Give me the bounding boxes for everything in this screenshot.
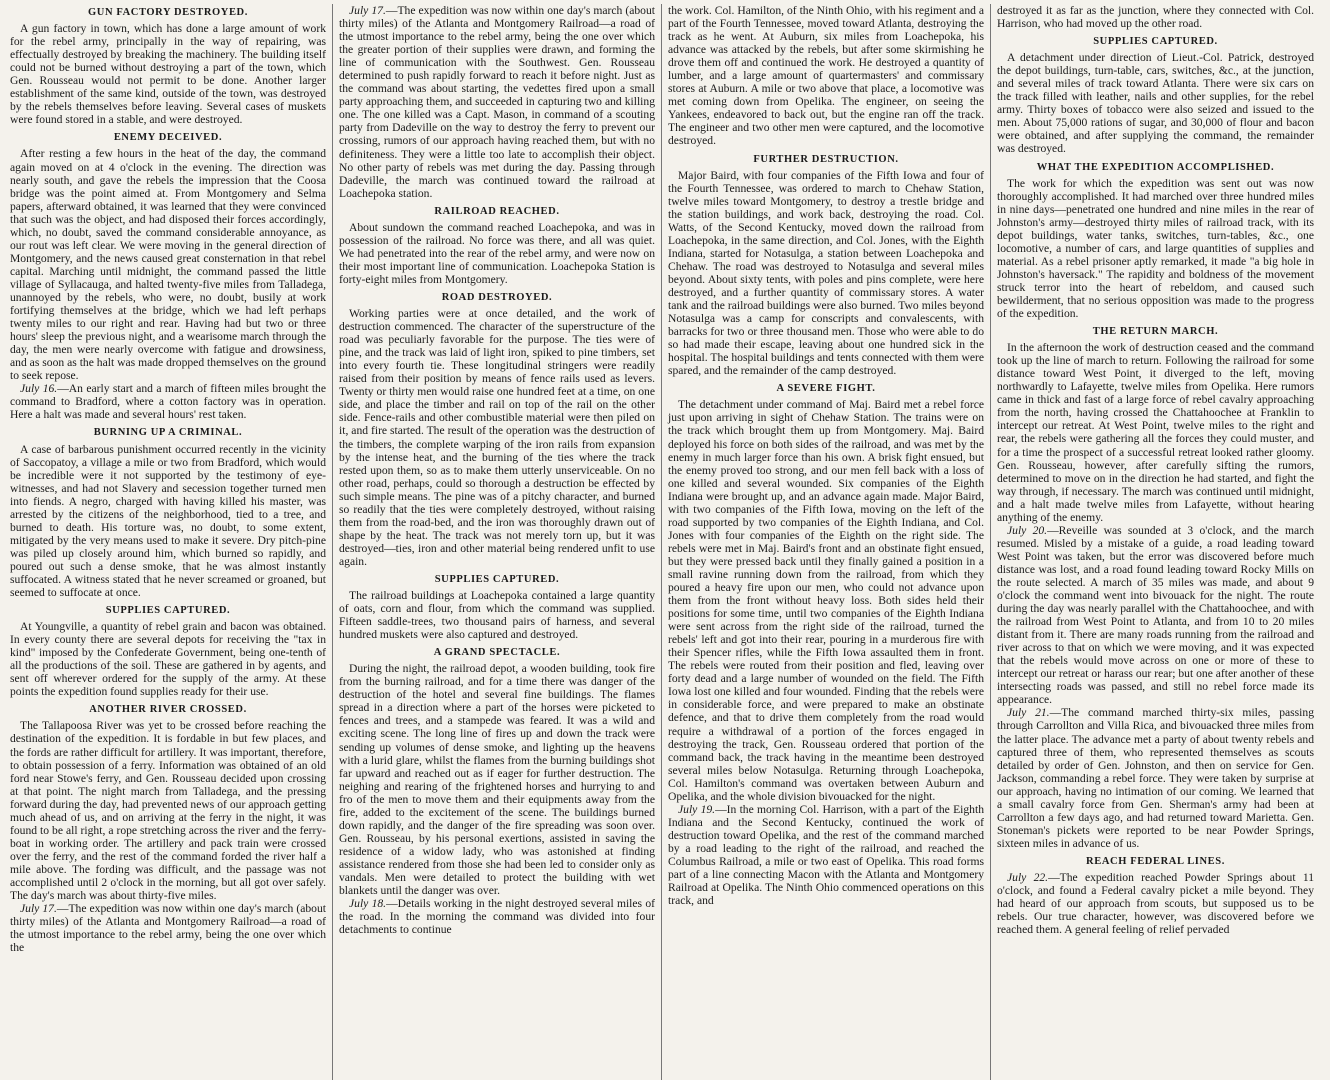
section-heading: A GRAND SPECTACLE. bbox=[433, 647, 561, 659]
article-paragraph bbox=[339, 221, 655, 286]
article-paragraph bbox=[10, 22, 326, 126]
paragraph-text: —The expedition was now within one day's march (about thirty miles) of the Atlanta and Montgomery Railroad—a road of the utmost importance to the rebel army, being the one over which the greater portion of their supplies were drawn, and forming the line of communication with the Southwest. Gen. Rousseau determined to push rapidly forward to reach it before night. Just as the command was about starting, the vedettes fired upon a small party approaching them, and succeeded in capturing two and killing one. The one killed was a Capt. Mason, in command of a scouting party from Dadeville on the way to destroy the ferry to prevent our crossing, rumors of our approach having reached them, but with no definiteness. They were a little too late to accomplish their object. No other party of rebels was met during the day. Passing through Dadeville, the march was continued toward the railroad at Loachepoka station. bbox=[339, 4, 655, 200]
paragraph-text: The Tallapoosa River was yet to be crossed before reaching the destination of the expedition. It is fordable in but few places, and the fords are rather difficult for artillery. It was important, therefore, to obtain possession of a ferry. Information was obtained of an old ford near Stowe's ferry, and Gen. Rousseau decided upon crossing at that point. The night march from Talladega, and the pressing forward during the day, had prevented news of our approach getting much ahead of us, and on arriving at the ferry in the night, it was found to be all right, a rope stretching across the river and the ferry-boat in working order. The artillery and pack train were crossed over the ferry, and the rest of the command forded the river half a mile above. The fording was difficult, and the passage was not accomplished until 2 o'clock in the morning, but all got over safely. The day's march was about thirty-five miles. bbox=[10, 719, 326, 903]
section-heading: ENEMY DECEIVED. bbox=[113, 132, 223, 144]
article-paragraph bbox=[997, 871, 1314, 936]
paragraph-text: —An early start and a march of fifteen miles brought the command to Bradford, where a cotton factory was in operation. Here a halt was made and several hours' rest taken. bbox=[10, 382, 326, 422]
article-paragraph bbox=[668, 169, 984, 378]
paragraph-text: In the afternoon the work of destruction ceased and the command took up the line of march to return. Following the railroad for some distance toward West Point, it diverged to the left, moving northwardly to Lafayette, twelve miles from Opelika. Here rumors came in thick and fast of a large force of rebel cavalry approaching from the north, having crossed the Chattahoochee at Franklin to intercept our retreat. At West Point, twelve miles to the right and rear, the rebels were gathering all the forces they could muster, and for a time the prospect of a successful retreat looked rather gloomy. Gen. Rousseau, however, after carefully sifting the rumors, determined to move on in the direction he had started, and fight the way through, if necessary. The march was continued until midnight, and a halt made twelve miles from Lafayette, without hearing anything of the enemy. bbox=[997, 341, 1314, 524]
paragraph-text: —Details working in the night destroyed several miles of the road. In the morning the command was divided into four detachments to continue bbox=[339, 897, 655, 937]
paragraph-text: Working parties were at once detailed, and the work of destruction commenced. The character of the superstructure of the road was peculiarly favorable for the purpose. The ties were of pine, and the track was laid of light iron, spiked to pine timbers, set into every fourth tie. These longitudinal stringers were readily raised from their position by means of fence rails used as levers. Twenty or thirty men would raise one hundred feet at a time, on one side, and place the timber and rail on top of the rail on the other side. Fence-rails and other combustible material were then piled on it, and fire started. The result of the operation was the destruction of the timbers, the complete warping of the iron rails from expansion by the intense heat, and the burning of the ties where the track rested upon them, so as to make them utterly unserviceable. On no other road, perhaps, could so thorough a destruction be effected by such simple means. The pine was of a pitchy character, and burned so readily that the ties were completely destroyed, without raising them from the road-bed, and the iron was thoroughly drawn out of shape by the heat. The track was not merely torn up, but it was destroyed—ties, iron and other material being rendered unfit to use again. bbox=[339, 307, 655, 568]
article-paragraph bbox=[668, 803, 984, 907]
dateline: July 21. bbox=[1007, 706, 1050, 720]
article-paragraph bbox=[997, 524, 1314, 707]
article-paragraph bbox=[997, 341, 1314, 524]
paragraph-text: A case of barbarous punishment occurred recently in the vicinity of Saccopatoy, a village a mile or two from Bradford, which would be incredible were it not supported by the testimony of eye-witnesses, and had not Slavery and secession together turned men into fiends. A negro, charged with having killed his master, was arrested by the citizens of the neighborhood, tied to a tree, and burned to death. His torture was, no doubt, to some extent, mitigated by the very means used to make it severe. Dry pitch-pine was piled up closely around him, which burned so rapidly, and poured out such a dense smoke, that he was almost instantly suffocated. A witness stated that he never screamed or groaned, but seemed to suffocate at once. bbox=[10, 442, 326, 600]
section-heading: A SEVERE FIGHT. bbox=[776, 383, 876, 395]
dateline: July 20. bbox=[1007, 523, 1048, 537]
section-heading: FURTHER DESTRUCTION. bbox=[753, 153, 899, 165]
article-paragraph bbox=[10, 902, 326, 954]
section-heading: ROAD DESTROYED. bbox=[441, 291, 553, 303]
dateline: July 16. bbox=[20, 382, 58, 396]
paragraph-text: After resting a few hours in the heat of the day, the command again moved on at 4 o'clock in the evening. The direction was nearly south, and gave the rebels the impression that the Coosa bridge was the point aimed at. From Montgomery and Selma papers, afterward obtained, it was learned that they were convinced that such was the object, and had disposed their forces accordingly, which, no doubt, saved the command considerable annoyance, as our rout was left clear. We were moving in the general direction of Montgomery, and the news caused great consternation in that rebel capital. Marching until midnight, the command passed the little village of Syllacauga, and halted twenty-five miles from Talladega, unannoyed by the rebels, who were, no doubt, busily at work fortifying themselves at the bridge, which we had left perhaps twenty miles to our right and rear. Having had but two or three hours' sleep the previous night, and a wearisome march through the day, the men were nearly overcome with fatigue and drowsiness, and as soon as the halt was made dropped themselves on the ground to seek repose. bbox=[10, 147, 326, 383]
section-heading: SUPPLIES CAPTURED. bbox=[434, 573, 560, 585]
paragraph-text: —Reveille was sounded at 3 o'clock, and the march resumed. Misled by a mistake of a guide, a road leading toward West Point was taken, but the error was discovered before much distance was lost, and a road found leading toward Rocky Mills on the route selected. A march of 35 miles was made, and about 9 o'clock the command went into bivouack for the night. The route during the day was nearly parallel with the Chattahoochee, and with the railroad from West Point to Atlanta, and from 10 to 20 miles distant from it. There are many roads running from the railroad and river across to that on which we were moving, and it was expected that the rebels would move across on one or more of these to intercept our retreat or harass our rear; but one after another of these intersecting roads was passed, and still no rebel force made its appearance. bbox=[997, 523, 1315, 707]
article-paragraph bbox=[339, 662, 655, 897]
dateline: July 19. bbox=[678, 802, 716, 816]
article-paragraph bbox=[10, 620, 326, 698]
dateline: July 17. bbox=[20, 902, 57, 916]
article-paragraph bbox=[997, 51, 1314, 155]
section-heading: SUPPLIES CAPTURED. bbox=[1093, 36, 1218, 48]
section-heading: BURNING UP A CRIMINAL. bbox=[93, 427, 243, 439]
article-paragraph bbox=[997, 4, 1314, 30]
article-paragraph bbox=[339, 307, 655, 568]
paragraph-text: destroyed it as far as the junction, where they connected with Col. Harrison, who had moved up the other road. bbox=[997, 4, 1314, 31]
paragraph-text: During the night, the railroad depot, a wooden building, took fire from the burning railroad, and for a time there was danger of the destruction of the hotel and several fine buildings. The flames spread in a direction where a part of the horses were picketed to fences and trees, and a stampede was feared. It was a wild and exciting scene. The long line of fires up and down the track were sending up volumes of dense smoke, and lighting up the heavens with a lurid glare, whilst the flames from the burning buildings shot far upward and reached out as if eager for further destruction. The neighing and rearing of the frightened horses and hurrying to and fro of the men to move them and their equipments away from the fire, added to the excitement of the scene. The buildings burned down rapidly, and the danger of the fire spreading was soon over. Gen. Rousseau, by his personal exertions, assisted in saving the residence of a widow lady, who was astonished at finding assistance rendered from those she had been led to consider only as vandals. Men were detailed to protect the building with wet blankets until the danger was over. bbox=[339, 662, 655, 898]
article-paragraph bbox=[10, 443, 326, 600]
article-paragraph bbox=[10, 382, 326, 421]
section-heading: WHAT THE EXPEDITION ACCOMPLISHED. bbox=[1036, 161, 1275, 173]
paragraph-text: —The expedition reached Powder Springs about 11 o'clock, and found a Federal cavalry picket a mile beyond. They had heard of our approach from scouts, but supposed us to be rebels. Our true character, however, was discovered before we reached them. A general feeling of relief pervaded bbox=[997, 871, 1314, 937]
column-4 bbox=[991, 4, 1320, 1080]
paragraph-text: the work. Col. Hamilton, of the Ninth Ohio, with his regiment and a part of the Fourth Tennessee, moved toward Atlanta, destroying the track as he went. At Auburn, six miles from Loachepoka, his advance was attacked by the rebels, but after some skirmishing he drove them off and continued the work. He destroyed a quantity of lumber, and a large amount of quartermasters' and commissary stores at Auburn. A mile or two above that place, a locomotive was met coming down from Opelika. The engineer, on seeing the Yankees, endeavored to back out, but the engine ran off the track. The engineer and two other men were captured, and the locomotive destroyed. bbox=[668, 4, 984, 148]
article-paragraph bbox=[10, 719, 326, 902]
column-3 bbox=[662, 4, 991, 1080]
paragraph-text: Major Baird, with four companies of the Fifth Iowa and four of the Fourth Tennessee, was ordered to march to Chehaw Station, twelve miles toward Montgomery, to destroy a trestle bridge and the station buildings, and work back, destroying the road. Col. Watts, of the Second Kentucky, moved down the railroad from Loachepoka, in the same direction, and Col. Jones, with the Eighth Indiana, started for Notasulga, a station between Loachepoka and Chehaw. The road was destroyed to Notasulga and several miles beyond. About sixty tents, with poles and pins complete, were here destroyed, and a further quantity of commissary stores. A water tank and the railroad buildings were also burned. Two miles beyond Notasulga was a camp for conscripts and convalescents, with barracks for two or three thousand men. Those who were able to do so had made their escape, leaving about one hundred sick in the hospital. The hospital buildings and tents connected with them were spared, and the remainder of the camp destroyed. bbox=[668, 168, 984, 378]
article-paragraph bbox=[668, 4, 984, 148]
article-paragraph bbox=[997, 706, 1314, 850]
article-paragraph bbox=[339, 589, 655, 641]
article-paragraph bbox=[339, 4, 655, 200]
paragraph-text: At Youngville, a quantity of rebel grain and bacon was obtained. In every county there are several depots for receiving the "tax in kind" imposed by the Confederate Government, being one-tenth of all the productions of the soil. These are gathered in by agents, and sent off wherever ordered for the supply of the army. At these points the expedition found supplies ready for their use. bbox=[10, 620, 326, 699]
article-paragraph bbox=[997, 177, 1314, 321]
paragraph-text: The detachment under command of Maj. Baird met a rebel force just upon arriving in sight of Chehaw Station. The trains were on the track which brought them up from Montgomery. Maj. Baird deployed his force on both sides of the railroad, and was met by the enemy in much larger force than his own. A brisk fight ensued, but the enemy proved too strong, and our men fell back with a loss of one killed and several wounded. Six companies of the Eighth Indiana were brought up, and an advance again made. Major Baird, with two companies of the Fifth Iowa, moving on the left of the road supported by two companies of the Eighth Indiana, and Col. Jones with four companies of the Eighth on the right side. The rebels were met in Maj. Baird's front and an obstinate fight ensued, but they were pressed back until they finally gained a position in a small ravine running down from the railroad, from which they poured a heavy fire upon our men, who could not advance upon them from the front without heavy loss. Both sides held their positions for some time, until two companies of the Eighth Indiana were sent across from the right side of the railroad, turned the rebels' left and got into their rear, pouring in a murderous fire with their Spencer rifles, while the Fifth Iowa assaulted them in front. The rebels were routed from their position and fled, leaving over forty dead and a large number of wounded on the field. The Fifth Iowa lost one killed and four wounded. Finding that the rebels were in considerable force, and were prepared to make an obstinate defence, and that to drive them completely from the road would require a withdrawal of a portion of the forces engaged in destroying the track, Gen. Rousseau ordered that portion of the command back, the track having in the meantime been destroyed several miles below Notasulga. Returning through Loachepoka, Col. Hamilton's command was overtaken between Auburn and Opelika, and the whole division bivouacked for the night. bbox=[668, 398, 984, 803]
paragraph-text: —In the morning Col. Harrison, with a part of the Eighth Indiana and the Second Kentucky, continued the work of destruction toward Opelika, and the rest of the command marched by a road leading to the right of the railroad, and reached the Columbus Railroad, a mile or two east of Opelika. This road forms part of a line connecting Macon with the Atlanta and Montgomery Railroad at Opelika. The Ninth Ohio commenced operations on this track, and bbox=[668, 802, 984, 908]
paragraph-text: —The command marched thirty-six miles, passing through Carrollton and Villa Rica, and bivouacked three miles from the latter place. The advance met a party of about twenty rebels and captured three of them, who represented themselves as scouts detailed by order of Gen. Johnston, and then on service for Gen. Jackson, commanding a rebel force. They were taken by surprise at our approach, having no intimation of our coming. We learned that a small cavalry force from Gen. Sherman's army had been at Carrollton a few days ago, and had returned toward Marietta. Gen. Stoneman's pickets were reported to be near Powder Springs, sixteen miles in advance of us. bbox=[997, 706, 1314, 850]
section-heading: THE RETURN MARCH. bbox=[1092, 326, 1219, 338]
paragraph-text: The work for which the expedition was sent out was now thoroughly accomplished. It had marched over three hundred miles in nine days—penetrated one hundred and nine miles in the rear of Johnston's army—destroyed thirty miles of railroad track, with its depot buildings, water tanks, switches, turn-tables, &c., one locomotive, a number of cars, and large quantities of supplies and material. As a rebel prisoner aptly remarked, it made "a big hole in Johnston's haversack." The rapidity and boldness of the movement struck terror into the heart of rebeldom, and caused such bewilderment, that no serious opposition was made to the progress of the expedition. bbox=[997, 176, 1314, 321]
article-paragraph bbox=[10, 147, 326, 382]
paragraph-text: A gun factory in town, which has done a large amount of work for the rebel army, principally in the way of repairing, was effectually destroyed by breaking the machinery. The building itself could not be burned without destroying a part of the town, which Gen. Rousseau would not permit to be done. Another larger establishment of the same kind, outside of the town, was destroyed by the rebels themselves before leaving. Several cases of muskets were found stored in a stable, and were destroyed. bbox=[10, 22, 326, 127]
column-1 bbox=[4, 4, 333, 1080]
paragraph-text: The railroad buildings at Loachepoka contained a large quantity of oats, corn and flour, from which the command was supplied. Fifteen saddle-trees, two thousand pairs of harness, and several hundred muskets were also captured and destroyed. bbox=[339, 589, 655, 642]
section-heading: GUN FACTORY DESTROYED. bbox=[88, 7, 248, 18]
dateline: July 22. bbox=[1007, 871, 1049, 884]
article-paragraph bbox=[339, 897, 655, 936]
dateline: July 17. bbox=[349, 4, 386, 17]
paragraph-text: About sundown the command reached Loachepoka, and was in possession of the railroad. No force was there, and all was quiet. We had penetrated into the rear of the rebel army, and were now on their most important line of communication. Loachepoka Station is forty-eight miles from Montgomery. bbox=[339, 220, 655, 286]
paragraph-text: —The expedition was now within one day's march (about thirty miles) of the Atlanta and Montgomery Railroad—a road of the utmost importance to the rebel army, being the one over which the bbox=[10, 902, 326, 955]
section-heading: SUPPLIES CAPTURED. bbox=[105, 605, 231, 617]
paragraph-text: A detachment under direction of Lieut.-Col. Patrick, destroyed the depot buildings, turn-table, cars, switches, &c., at the junction, and several miles of track toward Atlanta. There were six cars on the track filled with leather, nails and other supplies, for the rebel army. Thirty boxes of tobacco were also seized and issued to the men. About 75,000 rations of sugar, and 30,000 of flour and bacon were obtained, and after supplying the command, the remainder was destroyed. bbox=[997, 51, 1314, 156]
section-heading: REACH FEDERAL LINES. bbox=[1086, 855, 1225, 867]
column-2 bbox=[333, 4, 662, 1080]
dateline: July 18. bbox=[349, 897, 387, 911]
article-paragraph bbox=[668, 398, 984, 802]
section-heading: ANOTHER RIVER CROSSED. bbox=[89, 704, 247, 716]
section-heading: RAILROAD REACHED. bbox=[434, 205, 560, 217]
